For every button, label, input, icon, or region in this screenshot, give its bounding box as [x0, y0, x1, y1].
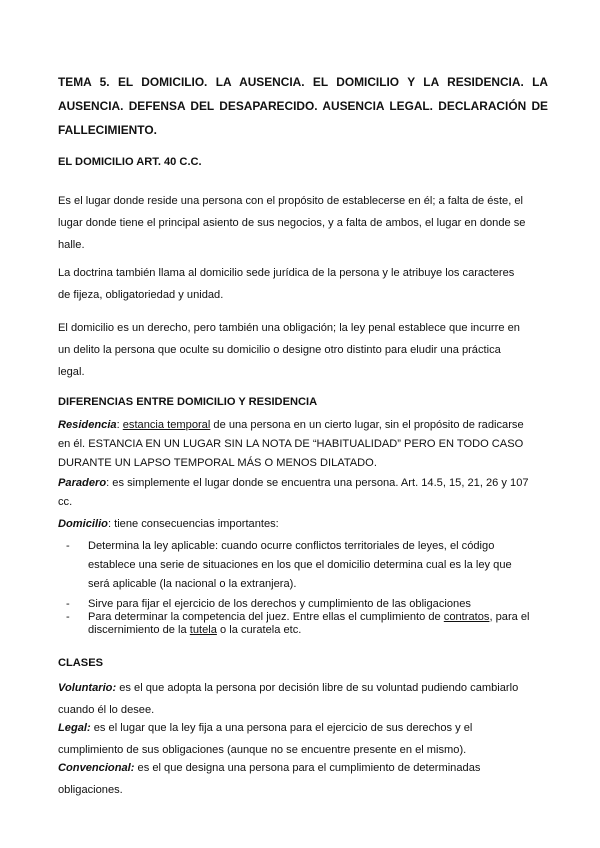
- domicilio-paragraph: [58, 515, 534, 534]
- dash-marker: -: [66, 540, 70, 552]
- domicilio-label: Domicilio: [58, 518, 108, 530]
- residencia-separator: :: [116, 419, 123, 431]
- residencia-caps-text: ESTANCIA EN UN LUGAR SIN LA NOTA DE “HABITUALIDAD” PERO EN TODO CASO DURANTE UN LAPSO TEMPORAL MÁS O MENOS DILATADO.: [58, 438, 524, 469]
- dash-marker: -: [66, 611, 70, 623]
- domicilio-text: tiene consecuencias importantes:: [114, 518, 279, 530]
- tutela-link[interactable]: tutela: [189, 624, 217, 636]
- legal-paragraph: [58, 717, 528, 761]
- legal-label: Legal:: [58, 722, 91, 734]
- bullet3-text-c: o la curatela etc.: [216, 624, 302, 636]
- dash-marker: -: [66, 598, 70, 610]
- paragraph-doctrine: La doctrina también llama al domicilio sede jurídica de la persona y le atribuye los caracteres de fijeza, obligatoriedad y unidad.: [58, 267, 515, 301]
- list-item-text: Determina la ley aplicable: cuando ocurre conflictos territoriales de leyes, el código establece una serie de situaciones en los que el domicilio determina cual es la ley que será aplicable (la nacional o la extranjera).: [88, 540, 512, 590]
- domicilio-separator: :: [107, 518, 115, 530]
- paradero-text: : es simplemente el lugar donde se encuentra una persona. Art. 14.5, 15, 21, 26 y 107 cc.: [58, 477, 529, 508]
- convencional-text: es el que designa una persona para el cumplimiento de determinadas obligaciones.: [58, 762, 481, 796]
- paragraph-definition: Es el lugar donde reside una persona con el propósito de establecerse en él; a falta de éste, el lugar donde tiene el principal asiento de sus negocios, y a falta de ambos, el lugar en donde se halle.: [58, 195, 526, 251]
- domicilio-consequences-list: [66, 537, 536, 637]
- list-item: [66, 611, 536, 637]
- paragraph-obligation: El domicilio es un derecho, pero también una obligación; la ley penal establece que incurre en un delito la persona que oculte su domicilio o designe otro distinto para eludir una práctica legal.: [58, 322, 520, 378]
- voluntario-label: Voluntario:: [58, 682, 117, 694]
- convencional-label: Convencional:: [58, 762, 135, 774]
- estancia-temporal-link[interactable]: estancia temporal: [122, 419, 211, 431]
- legal-text: es el lugar que la ley fija a una persona para el ejercicio de sus derechos y el cumplimiento de sus obligaciones (aunque no se encuentre presente en el mismo).: [58, 722, 473, 756]
- section-heading-domicilio: EL DOMICILIO ART. 40 C.C.: [58, 156, 202, 168]
- bullet3-text-b: , para el discernimiento de la: [88, 611, 530, 636]
- bullet3-text-a: Para determinar la competencia del juez. Entre ellas el cumplimiento de: [88, 611, 444, 623]
- paradero-label: Paradero: [58, 477, 107, 489]
- paradero-paragraph: [58, 474, 538, 512]
- list-item: [66, 537, 536, 594]
- contratos-link[interactable]: contratos: [443, 611, 490, 623]
- convencional-paragraph: [58, 757, 528, 801]
- section-heading-clases: CLASES: [58, 657, 103, 669]
- voluntario-paragraph: [58, 677, 528, 721]
- voluntario-text: es el que adopta la persona por decisión libre de su voluntad pudiendo cambiarlo cuando él lo desee.: [58, 682, 519, 716]
- list-item: [66, 598, 536, 611]
- section-heading-diferencias: DIFERENCIAS ENTRE DOMICILIO Y RESIDENCIA: [58, 396, 318, 408]
- residencia-text: de una persona en un cierto lugar, sin el propósito de radicarse en él.: [58, 419, 524, 450]
- list-item-text: Sirve para fijar el ejercicio de los derechos y cumplimiento de las obligaciones: [88, 598, 471, 610]
- residencia-paragraph: [58, 416, 538, 473]
- list-item-text: [88, 611, 530, 636]
- page-title: TEMA 5. EL DOMICILIO. LA AUSENCIA. EL DOMICILIO Y LA RESIDENCIA. LA AUSENCIA. DEFENSA DEL DESAPARECIDO. AUSENCIA LEGAL. DECLARACIÓN DE FALLECIMIENTO.: [58, 75, 548, 137]
- residencia-label: Residencia: [58, 419, 117, 431]
